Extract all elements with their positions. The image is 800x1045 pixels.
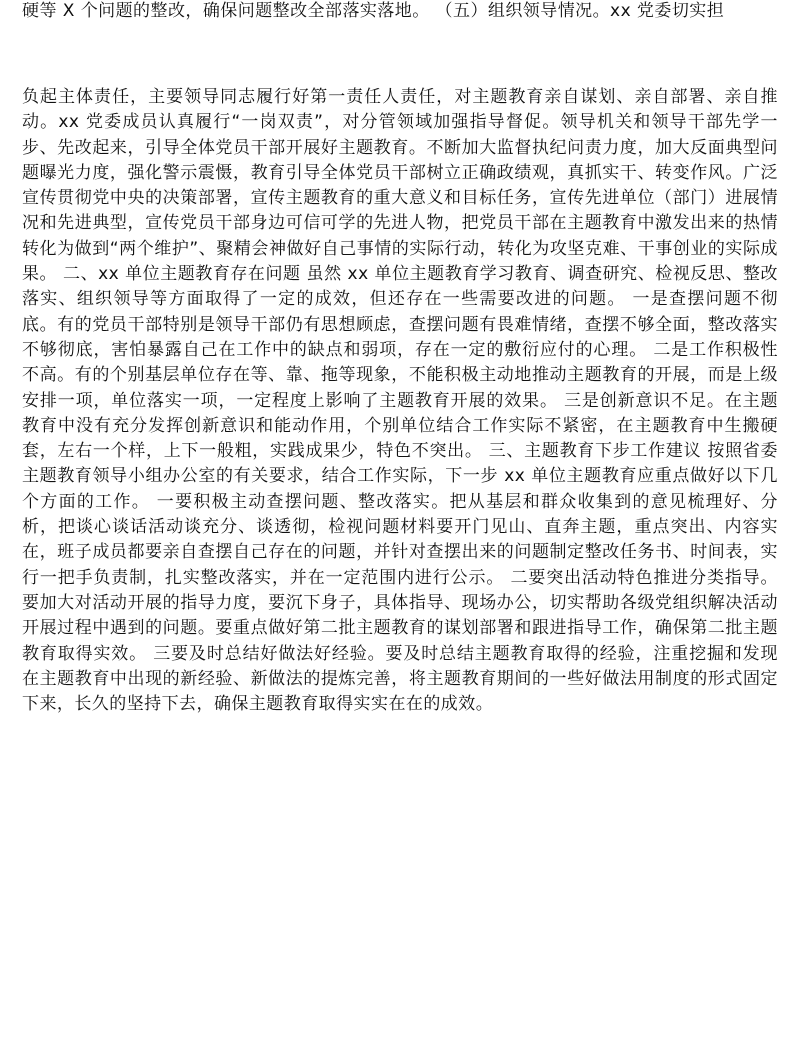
fragment-last-line: 硬等 X 个问题的整改，确保问题整改全部落实落地。 （五）组织领导情况。xx 党委切实担 (22, 1, 725, 21)
previous-page-fragment (22, 0, 778, 32)
body-paragraph: 负起主体责任，主要领导同志履行好第一责任人责任，对主题教育亲自谋划、亲自部署、亲自推动。xx 党委成员认真履行“一岗双责”，对分管领域加强指导督促。领导机关和领导干部先学一步、先改起来，引导全体党员干部开展好主题教育。不断加大监督执纪问责力度，加大反面典型问题曝光力度，强化警示震慑，教育引导全体党员干部树立正确政绩观，真抓实干、转变作风。广泛宣传贯彻党中央的决策部署，宣传主题教育的重大意义和目标任务，宣传先进单位（部门）进展情况和先进典型，宣传党员干部身边可信可学的先进人物，把党员干部在主题教育中激发出来的热情转化为做到“两个维护”、聚精会神做好自己事情的实际行动，转化为攻坚克难、干事创业的实际成果。 二、xx 单位主题教育存在问题 虽然 xx 单位主题教育学习教育、调查研究、检视反思、整改落实、组织领导等方面取得了一定的成效，但还存在一些需要改进的问题。 一是查摆问题不彻底。有的党员干部特别是领导干部仍有思想顾虑，查摆问题有畏难情绪，查摆不够全面，整改落实不够彻底，害怕暴露自己在工作中的缺点和弱项，存在一定的敷衍应付的心理。 二是工作积极性不高。有的个别基层单位存在等、靠、拖等现象，不能积极主动地推动主题教育的开展，而是上级安排一项，单位落实一项，一定程度上影响了主题教育开展的效果。 三是创新意识不足。在主题教育中没有充分发挥创新意识和能动作用，个别单位结合工作实际不紧密，在主题教育中生搬硬套，左右一个样，上下一般粗，实践成果少，特色不突出。 三、主题教育下步工作建议 按照省委主题教育领导小组办公室的有关要求，结合工作实际，下一步 xx 单位主题教育应重点做好以下几个方面的工作。 一要积极主动查摆问题、整改落实。把从基层和群众收集到的意见梳理好、分析，把谈心谈话活动谈充分、谈透彻，检视问题材料要开门见山、直奔主题，重点突出、内容实在，班子成员都要亲自查摆自己存在的问题，并针对查摆出来的问题制定整改任务书、时间表，实行一把手负责制，扎实整改落实，并在一定范围内进行公示。 二要突出活动特色推进分类指导。要加大对活动开展的指导力度，要沉下身子，具体指导、现场办公，切实帮助各级党组织解决活动开展过程中遇到的问题。要重点做好第二批主题教育的谋划部署和跟进指导工作，确保第二批主题教育取得实效。 三要及时总结好做法好经验。要及时总结主题教育取得的经验，注重挖掘和发现在主题教育中出现的新经验、新做法的提炼完善，将主题教育期间的一些好做法用制度的形式固定下来，长久的坚持下去，确保主题教育取得实实在在的成效。 (22, 87, 778, 715)
